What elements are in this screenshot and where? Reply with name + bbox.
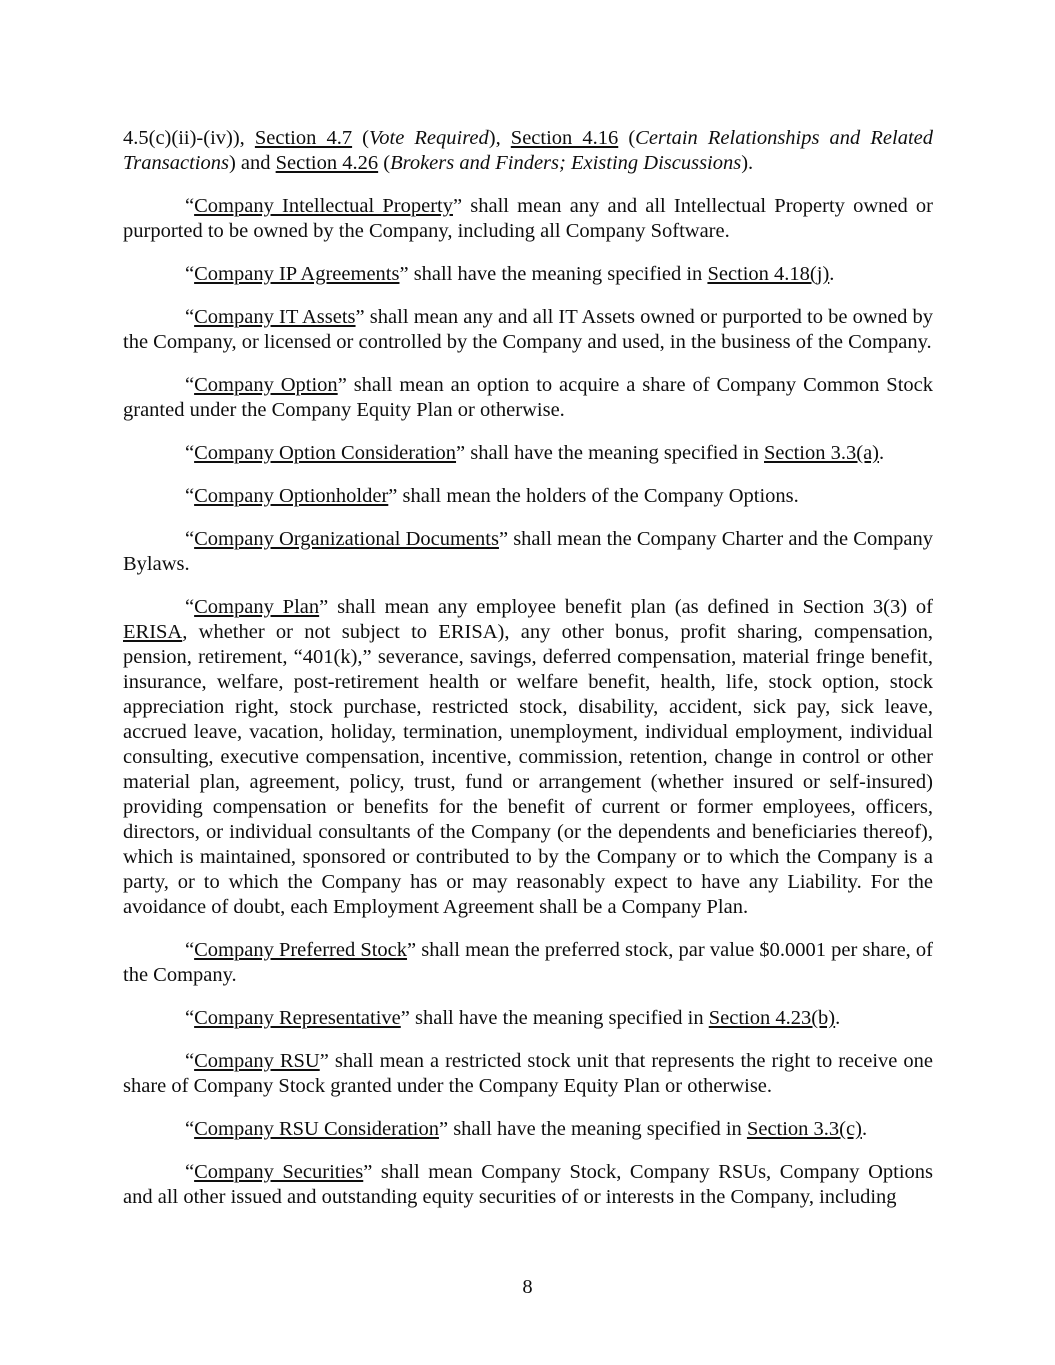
paragraph-def-company-organizational-documents (123, 527, 933, 577)
text-run: ” shall mean the Company Charter and the Company Bylaws. (123, 528, 933, 575)
text-run: ” shall mean an option to acquire a share of Company Common Stock granted under the Company Equity Plan or otherwise. (123, 374, 933, 421)
defined-term: Company Organizational Documents (194, 528, 499, 550)
text-run: ” shall have the meaning specified in (456, 442, 765, 464)
section-reference: Section 4.16 (510, 127, 619, 149)
paragraph-def-company-rsu-consideration (123, 1117, 933, 1142)
paragraph-def-company-plan (123, 595, 933, 920)
text-run: . (829, 263, 835, 285)
paragraph-def-company-preferred-stock (123, 938, 933, 988)
text-run: ( (352, 127, 369, 149)
section-reference: Section 3.3(a) (764, 442, 880, 464)
defined-term: Company Plan (194, 596, 320, 618)
text-run: “ (185, 596, 195, 618)
paragraph-def-company-representative (123, 1006, 933, 1031)
text-run: ), (488, 127, 511, 149)
defined-term: Company Representative (194, 1007, 401, 1029)
text-run: ( (378, 152, 391, 174)
text-run: ” shall mean any employee benefit plan (as defined in Section 3(3) of (319, 596, 933, 618)
defined-term: Company Intellectual Property (194, 195, 453, 217)
paragraph-cross-references (123, 126, 933, 176)
text-run: ( (618, 127, 636, 149)
text-run: ” shall mean the preferred stock, par value $0.0001 per share, of the Company. (123, 939, 933, 986)
paragraph-def-company-it-assets (123, 305, 933, 355)
defined-term: ERISA (123, 621, 183, 643)
section-title-italic: Vote Required (369, 127, 489, 149)
text-run: “ (185, 1007, 195, 1029)
text-run: “ (185, 195, 195, 217)
text-run: . (835, 1007, 841, 1029)
paragraph-def-company-optionholder (123, 484, 933, 509)
text-run: “ (185, 263, 195, 285)
text-run: ” shall mean a restricted stock unit that represents the right to receive one share of Company Stock granted under the Company Equity Plan or otherwise. (123, 1050, 933, 1097)
text-run: , whether or not subject to ERISA), any other bonus, profit sharing, compensation, pension, retirement, “401(k),” severance, savings, deferred compensation, material fringe benefit, insurance, welfare, post-retirement health or welfare benefit, health, life, stock option, stock appreciation right, stock purchase, restricted stock, disability, accident, sick pay, sick leave, accrued leave, vacation, holiday, termination, unemployment, individual employment, individual consulting, executive compensation, incentive, commission, retention, change in control or other material plan, agreement, policy, trust, fund or arrangement (whether insured or self-insured) providing compensation or benefits for the benefit of current or former employees, officers, directors, or individual consultants of the Company (or the dependents and beneficiaries thereof), which is maintained, sponsored or contributed to by the Company or to which the Company is a party, or to which the Company has or may reasonably expect to have any Liability. For the avoidance of doubt, each Employment Agreement shall be a Company Plan. (123, 621, 933, 918)
text-run: 4.5(c)(ii)-(iv)), (123, 127, 255, 149)
paragraph-def-company-rsu (123, 1049, 933, 1099)
defined-term: Company RSU (194, 1050, 320, 1072)
document-body (123, 126, 933, 1228)
section-reference: Section 4.18(j) (707, 263, 830, 285)
text-run: “ (185, 1050, 195, 1072)
text-run: “ (185, 374, 195, 396)
section-reference: Section 4.26 (275, 152, 379, 174)
defined-term: Company Securities (194, 1161, 364, 1183)
text-run: “ (185, 306, 195, 328)
text-run: “ (185, 442, 195, 464)
text-run: ” shall mean Company Stock, Company RSUs, Company Options and all other issued and outstanding equity securities of or interests in the Company, including (123, 1161, 933, 1208)
text-run: ” shall have the meaning specified in (438, 1118, 747, 1140)
defined-term: Company Optionholder (194, 485, 389, 507)
paragraph-def-company-ip-agreements (123, 262, 933, 287)
defined-term: Company Option (194, 374, 338, 396)
section-title-italic: Brokers and Finders; Existing Discussions (390, 152, 742, 174)
text-run: “ (185, 939, 195, 961)
section-title-italic: Certain Relationships and Related Transactions (123, 127, 933, 174)
text-run: ). (741, 152, 754, 174)
paragraph-def-company-securities (123, 1160, 933, 1210)
text-run: . (861, 1118, 868, 1140)
defined-term: Company Preferred Stock (194, 939, 408, 961)
text-run: ” shall mean any and all IT Assets owned or purported to be owned by the Company, or licensed or controlled by the Company and used, in the business of the Company. (123, 306, 933, 353)
text-run: “ (185, 528, 195, 550)
paragraph-def-company-option (123, 373, 933, 423)
defined-term: Company IT Assets (194, 306, 356, 328)
text-run: ” shall mean any and all Intellectual Property owned or purported to be owned by the Company, including all Company Software. (123, 195, 933, 242)
text-run: “ (185, 1118, 195, 1140)
text-run: . (879, 442, 885, 464)
text-run: ” shall mean the holders of the Company Options. (388, 485, 799, 507)
defined-term: Company Option Consideration (194, 442, 457, 464)
paragraph-def-company-option-consideration (123, 441, 933, 466)
section-reference: Section 4.23(b) (708, 1007, 836, 1029)
section-reference: Section 3.3(c) (746, 1118, 862, 1140)
text-run: “ (185, 1161, 195, 1183)
text-run: ” shall have the meaning specified in (399, 263, 708, 285)
text-run: “ (185, 485, 195, 507)
page-number: 8 (522, 1276, 533, 1298)
defined-term: Company RSU Consideration (194, 1118, 439, 1140)
section-reference: Section 4.7 (254, 127, 353, 149)
text-run: ” shall have the meaning specified in (400, 1007, 709, 1029)
paragraph-def-company-intellectual-property (123, 194, 933, 244)
text-run: ) and (228, 152, 276, 174)
defined-term: Company IP Agreements (194, 263, 400, 285)
